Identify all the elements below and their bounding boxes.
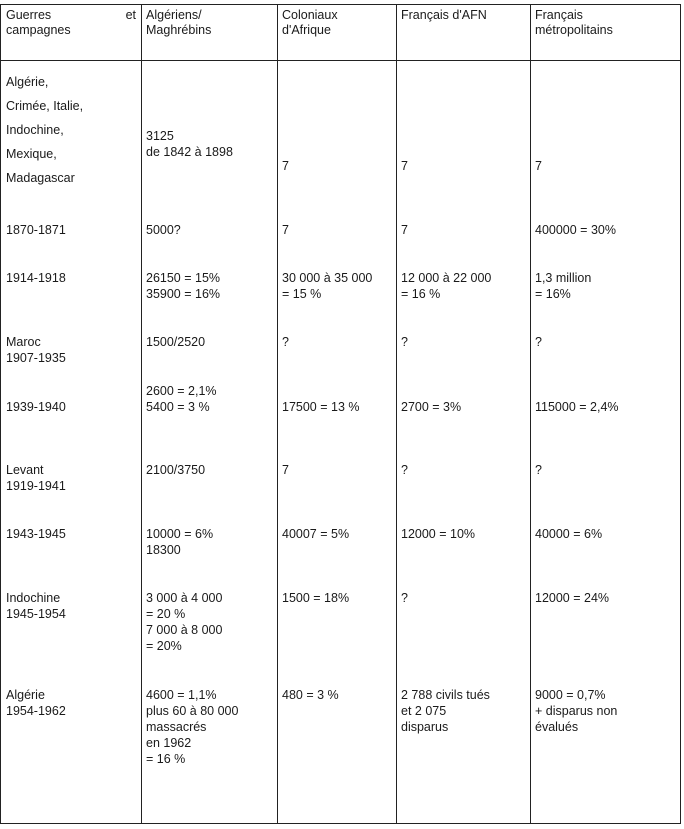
row-war-label: 1939-1940 [6,400,66,414]
row-cell-metropolitan: ? [535,463,542,477]
row-war-label: 1870-1871 [6,223,66,237]
column-divider [141,4,142,824]
header-divider [0,60,681,61]
row-cell-algerians: 5000? [146,223,181,237]
header-wars-line2: campagnes [6,23,71,37]
header-french-afn: Français d'AFN [401,8,487,22]
row-cell-french-afn: 7 [401,223,408,237]
row-cell-french-afn: 12 000 à 22 000 = 16 % [401,271,492,301]
row-cell-algerians: 26150 = 15% 35900 = 16% [146,271,221,301]
row-cell-colonials: 480 = 3 % [282,688,339,702]
row-cell-algerians: 4600 = 1,1% plus 60 à 80 000 massacrés en 1962 = 16 % [146,688,239,766]
row-cell-french-afn: 2 788 civils tués et 2 075 disparus [401,688,490,734]
column-divider [277,4,278,824]
row-cell-colonials: 7 [282,159,289,173]
row-war-label: Algérie 1954-1962 [6,688,66,718]
row-cell-colonials: ? [282,335,289,349]
row-cell-algerians: 1500/2520 [146,335,206,349]
row-war-label: Levant 1919-1941 [6,463,66,493]
row-cell-french-afn: ? [401,335,408,349]
header-algerians: Algériens/ Maghrébins [146,8,212,37]
column-divider [530,4,531,824]
header-wars [6,8,136,38]
column-divider [396,4,397,824]
row-cell-colonials: 30 000 à 35 000 = 15 % [282,271,373,301]
row-cell-metropolitan: 115000 = 2,4% [535,400,619,414]
table-border-left [0,4,1,824]
header-wars-word2: et [125,8,136,22]
row-cell-metropolitan: 12000 = 24% [535,591,610,605]
row-cell-colonials: 40007 = 5% [282,527,350,541]
row-cell-metropolitan: 7 [535,159,542,173]
header-wars-word1: Guerres [6,8,52,22]
row-cell-metropolitan: 9000 = 0,7% + disparus non évalués [535,688,618,734]
header-metropolitan: Français métropolitains [535,8,613,37]
row-cell-colonials: 7 [282,223,289,237]
row-cell-metropolitan: 400000 = 30% [535,223,616,237]
header-colonials: Coloniaux d'Afrique [282,8,338,37]
row-cell-colonials: 7 [282,463,289,477]
row-cell-french-afn: 12000 = 10% [401,527,476,541]
table-border-top [0,4,681,5]
row-war-label: Indochine 1945-1954 [6,591,66,621]
row-cell-metropolitan: 40000 = 6% [535,527,603,541]
row-cell-french-afn: 7 [401,159,408,173]
row-war-label: 1914-1918 [6,271,66,285]
row-war-label: Maroc 1907-1935 [6,335,66,365]
row-cell-algerians: 2600 = 2,1% 5400 = 3 % [146,384,217,414]
row-cell-algerians: 3 000 à 4 000 = 20 % 7 000 à 8 000 = 20% [146,591,223,653]
row-cell-algerians: 10000 = 6% 18300 [146,527,214,557]
row-cell-french-afn: ? [401,591,408,605]
row-cell-metropolitan: 1,3 million = 16% [535,271,592,301]
row-war-label: Algérie, Crimée, Italie, Indochine, Mexique, Madagascar [6,75,84,185]
table-border-right [680,4,681,824]
row-cell-algerians: 3125 de 1842 à 1898 [146,129,233,159]
row-cell-french-afn: 2700 = 3% [401,400,462,414]
row-cell-colonials: 1500 = 18% [282,591,350,605]
row-cell-colonials: 17500 = 13 % [282,400,360,414]
row-war-label: 1943-1945 [6,527,66,541]
row-cell-algerians: 2100/3750 [146,463,206,477]
row-cell-metropolitan: ? [535,335,542,349]
row-cell-french-afn: ? [401,463,408,477]
table-border-bottom [0,823,681,824]
